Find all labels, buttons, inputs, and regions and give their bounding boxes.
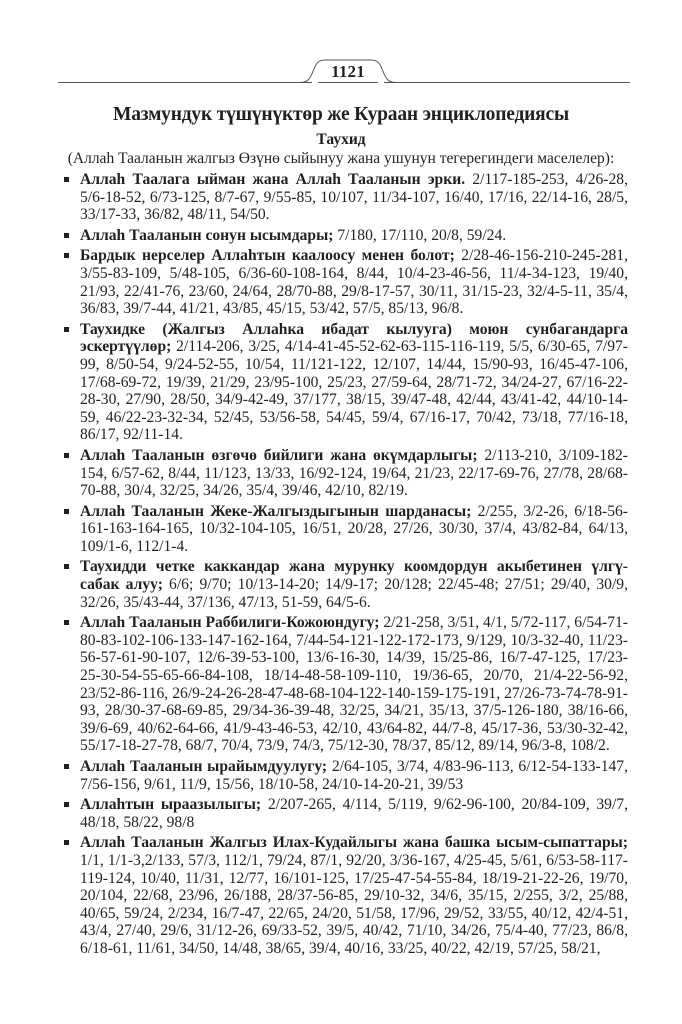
entry-refs: 2/28-46-156-210-245-281, 3/55-83-109, 5/48-105, 6/36-60-108-164, 8/44, 10/4-23-46-56, 11/4-34-123, 19/40, 21/93, 22/41-76, 23/60, 24/64, 28/70-88, 29/8-17-57, 30/11, 31/15-23, 32/4-5-11, 35/4, 36/83, 39/7-44, 41/21, 43/85, 45/15, 53/42, 57/5, 85/13, 96/8. [80, 247, 628, 318]
entry-refs: 2/255, 3/2-26, 6/18-56-161-163-164-165, 10/32-104-105, 16/51, 20/28, 27/26, 30/30, 37/4, 43/82-84, 64/13, 109/1-6, 112/1-4. [80, 502, 628, 555]
entry-refs: 7/180, 17/110, 20/8, 59/24. [333, 226, 507, 244]
entry-refs: 1/1, 1/1-3,2/133, 57/3, 112/1, 79/24, 87/1, 92/20, 3/36-167, 4/25-45, 5/61, 6/53-58-117-119-124, 10/40, 11/31, 12/77, 16/101-125, 17/25-47-54-55-84, 18/19-21-22-26, 19/70, 20/104, 22/68, 23/96, 26/188, 28/37-56-85, 29/10-32, 34/6, 35/15, 2/255, 3/2, 25/88, 40/65, 59/24, 2/234, 16/7-47, 22/65, 24/20, 51/58, 17/96, 29/52, 33/55, 40/12, 42/4-51, 43/4, 27/40, 29/6, 31/12-26, 69/33-52, 39/5, 40/42, 71/10, 34/26, 75/4-40, 77/23, 86/8, 6/18-61, 11/61, 34/50, 14/48, 38/65, 39/4, 40/16, 33/25, 40/22, 42/19, 57/25, 58/21, [80, 851, 628, 957]
entry-title: Аллаһ Тааланын Раббилиги-Кожоюндугу; [80, 614, 380, 632]
entry-title: Аллаһ Таалага ыйман жана Аллаһ Тааланын эрки. [80, 171, 466, 188]
list-item [62, 171, 628, 224]
list-item [62, 796, 628, 831]
entry-refs: 2/64-105, 3/74, 4/83-96-113, 6/12-54-133-147, 7/56-156, 9/61, 11/9, 15/56, 18/10-58, 24/10-14-20-21, 39/53 [80, 758, 628, 793]
entry-title: Аллаһ Тааланын Жеке-Жалгыздыгынын шарданасы; [80, 502, 472, 520]
list-item [62, 447, 628, 500]
entry-refs: 2/113-210, 3/109-182-154, 6/57-62, 8/44, 11/123, 13/33, 16/92-124, 19/64, 21/23, 22/17-69-76, 27/78, 28/68-70-88, 30/4, 32/25, 34/26, 35/4, 39/46, 42/10, 82/19. [80, 446, 628, 500]
bullet-icon [64, 453, 69, 458]
entry-refs: 2/207-265, 4/114, 5/119, 9/62-96-100, 20/84-109, 39/7, 48/18, 58/22, 98/8 [80, 796, 629, 831]
list-item [62, 758, 628, 793]
list-item [62, 503, 628, 556]
entry-title: Таухидди четке каккандар жана мурунку коомдордун акыбетинен үлгү-сабак алуу; [80, 558, 628, 594]
entry-refs: 2/114-206, 3/25, 4/14-41-45-52-62-63-115-116-119, 5/5, 6/30-65, 7/97-99, 8/50-54, 9/24-52-55, 10/54, 11/121-122, 12/107, 14/44, 15/90-93, 16/45-47-106, 17/68-69-72, 19/39, 21/29, 23/95-100, 25/23, 27/59-64, 28/71-72, 34/24-27, 67/16-22-28-30, 27/90, 28/50, 34/9-42-49, 37/177, 38/15, 39/47-48, 42/44, 43/41-42, 44/10-14-59, 46/22-23-32-34, 52/45, 53/56-58, 54/45, 59/4, 67/16-17, 70/42, 73/18, 77/16-18, 86/17, 92/11-14. [80, 338, 628, 444]
page-title: Мазмундук түшүнүктөр же Кураан энциклопедиясы [112, 104, 569, 125]
page-number-tab [300, 59, 396, 85]
list-item [62, 558, 628, 611]
bullet-icon [64, 177, 69, 182]
list-item [62, 227, 628, 245]
bullet-icon [64, 509, 69, 514]
header-rule-left [58, 82, 312, 83]
entry-title: Аллаһ Тааланын Жалгыз Илах-Кудайлыгы жана башка ысым-сыпаттары; [80, 834, 628, 852]
list-item [62, 247, 628, 317]
entry-refs: 2/117-185-253, 4/26-28, 5/6-18-52, 6/73-125, 8/7-67, 9/55-85, 10/107, 11/34-107, 16/40, 17/16, 22/14-16, 28/5, 33/17-33, 36/82, 48/11, 54/50. [80, 171, 628, 224]
entry-title: Аллаһ Тааланын өзгөчө бийлиги жана өкүмдарлыгы; [80, 446, 478, 464]
page-number: 1121 [331, 62, 365, 81]
section-subtitle: Таухид [316, 131, 366, 148]
list-item [62, 614, 628, 755]
bullet-icon [64, 253, 69, 258]
entry-list [62, 171, 628, 961]
bullet-icon [64, 764, 69, 769]
entry-title: Аллаһ Тааланын сонун ысымдары; [80, 226, 334, 244]
entry-title: Таухидке (Жалгыз Аллаһка ибадат кылууга) моюн сунбагандарга эскертүүлөр; [80, 320, 628, 356]
header-rule-right [384, 82, 630, 83]
bullet-icon [64, 840, 69, 845]
list-item [62, 834, 628, 957]
entry-title: Аллаһ Тааланын ырайымдуулугу; [80, 758, 328, 775]
bullet-icon [64, 802, 69, 807]
entry-refs: 6/6; 9/70; 10/13-14-20; 14/9-17; 20/128; 22/45-48; 27/51; 29/40, 30/9, 32/26, 35/43-44, 37/136, 47/13, 51-59, 64/5-6. [80, 576, 628, 611]
bullet-icon [64, 620, 69, 625]
bullet-icon [64, 233, 69, 238]
list-item [62, 321, 628, 444]
section-intro: (Аллаһ Тааланын жалгыз Өзүнө сыйынуу жана ушунун тегерегиндеги маселелер): [67, 150, 615, 167]
bullet-icon [64, 564, 69, 569]
entry-title: Бардык нерселер Аллаһтын каалоосу менен болот; [80, 247, 455, 265]
entry-title: Аллаһтын ыраазылыгы; [80, 796, 262, 814]
entry-refs: 2/21-258, 3/51, 4/1, 5/72-117, 6/54-71-80-83-102-106-133-147-162-164, 7/44-54-121-122-172-173, 9/129, 10/3-32-40, 11/23-56-57-61-90-107, 12/6-39-53-100, 13/6-16-30, 14/39, 15/25-86, 16/7-47-125, 17/23-25-30-54-55-65-66-84-108, 18/14-48-58-109-110, 19/36-65, 20/70, 21/4-22-56-92, 23/52-86-116, 26/9-24-26-28-47-48-68-104-122-140-159-175-191, 27/26-73-74-78-91-93, 28/30-37-68-69-85, 29/34-36-39-48, 32/25, 34/21, 35/13, 37/5-126-180, 38/16-66, 39/6-69, 40/62-64-66, 41/9-43-46-53, 42/10, 43/64-82, 44/7-8, 45/17-36, 53/30-32-42, 55/17-18-27-78, 68/7, 70/4, 73/9, 74/3, 75/12-30, 78/37, 85/12, 89/14, 96/3-8, 108/2. [80, 614, 628, 755]
bullet-icon [64, 327, 69, 332]
